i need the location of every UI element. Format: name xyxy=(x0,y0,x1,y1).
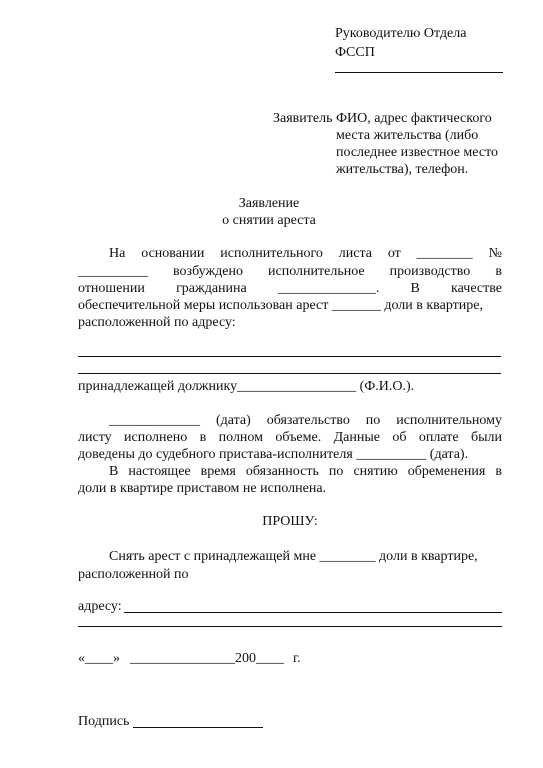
document-subtitle: о снятии ареста xyxy=(222,213,316,228)
word: по xyxy=(328,464,344,479)
p2-line-2 xyxy=(78,429,502,447)
p2-line-3: доведены до судебного пристава-исполнителя __________ (дата). xyxy=(78,447,469,462)
applicant-line-3: последнее известное место xyxy=(336,145,499,160)
address-blank-line-2 xyxy=(78,373,501,374)
word: об xyxy=(392,430,407,445)
word: гражданина xyxy=(176,281,247,296)
word: исполнительное xyxy=(268,264,365,279)
word: № xyxy=(488,246,502,261)
word: На xyxy=(109,246,126,261)
word: обязательство xyxy=(266,413,350,428)
word: настоящее xyxy=(128,464,191,479)
word: оплате xyxy=(418,430,459,445)
word: основании xyxy=(141,246,205,261)
word: объеме. xyxy=(275,430,322,445)
word: (дата) xyxy=(215,413,251,428)
word: были xyxy=(470,430,502,445)
p1-line-1 xyxy=(109,245,502,263)
p1-line-3 xyxy=(78,280,502,298)
p1-line-4: обеспечительной меры использован арест _______ доли в квартире, xyxy=(78,298,483,313)
document-title: Заявление xyxy=(238,196,300,211)
recipient-line-1: Руководителю Отдела xyxy=(335,26,467,41)
word: В xyxy=(410,281,420,296)
word: в xyxy=(199,430,207,445)
applicant-line-2: места жительства (либо xyxy=(336,128,479,143)
word: отношении xyxy=(78,281,145,296)
date-month: _______________ xyxy=(130,651,235,666)
applicant-line-1: ФИО, адрес фактического xyxy=(336,111,492,126)
word: ______________. xyxy=(277,281,380,296)
word: исполнительного xyxy=(220,246,323,261)
word: снятию xyxy=(353,464,398,479)
word: возбуждено xyxy=(173,264,243,279)
word: __________ xyxy=(78,264,148,279)
p1-line-5: расположенной по адресу: xyxy=(78,315,236,330)
applicant-line-4: жительства), телефон. xyxy=(336,162,469,177)
request-heading: ПРОШУ: xyxy=(262,514,318,529)
date-day: «____» xyxy=(78,651,120,666)
word: листа xyxy=(338,246,372,261)
request-address-blank-line-1 xyxy=(124,612,502,613)
address-label: адресу: xyxy=(78,599,122,614)
word: исполнено xyxy=(124,430,188,445)
word: в xyxy=(495,264,502,279)
request-line-2: расположенной по xyxy=(78,567,189,582)
word: обязанность xyxy=(245,464,319,479)
p3-line-1 xyxy=(109,463,502,481)
applicant-label: Заявитель xyxy=(273,111,333,126)
p2-line-1 xyxy=(109,412,502,430)
date-year: 200____ xyxy=(235,651,284,666)
request-line-1: Снять арест с принадлежащей мне ________ доли в квартире, xyxy=(109,549,478,564)
word: обременения xyxy=(407,464,486,479)
address-blank-line-1 xyxy=(78,356,501,357)
recipient-blank-line xyxy=(335,72,503,73)
p3-line-2: доли в квартире приставом не исполнена. xyxy=(78,481,327,496)
word: качестве xyxy=(451,281,502,296)
date-year-suffix: г. xyxy=(293,651,301,666)
word: время xyxy=(200,464,236,479)
p1-line-2 xyxy=(78,263,502,281)
signature-blank-line xyxy=(133,727,263,728)
word: производство xyxy=(389,264,471,279)
owner-line: принадлежащей должнику_________________ (Ф.И.О.). xyxy=(78,379,415,394)
word: по xyxy=(365,413,381,428)
word: _____________ xyxy=(109,413,200,428)
request-address-blank-line-2 xyxy=(78,626,502,627)
word: ________ xyxy=(416,246,473,261)
word: исполнительному xyxy=(396,413,502,428)
recipient-line-2: ФССП xyxy=(335,45,375,60)
word: Данные xyxy=(333,430,380,445)
word: от xyxy=(387,246,401,261)
word: в xyxy=(495,464,502,479)
word: полном xyxy=(218,430,264,445)
word: листу xyxy=(78,430,112,445)
signature-label: Подпись xyxy=(78,714,130,729)
word: В xyxy=(109,464,119,479)
